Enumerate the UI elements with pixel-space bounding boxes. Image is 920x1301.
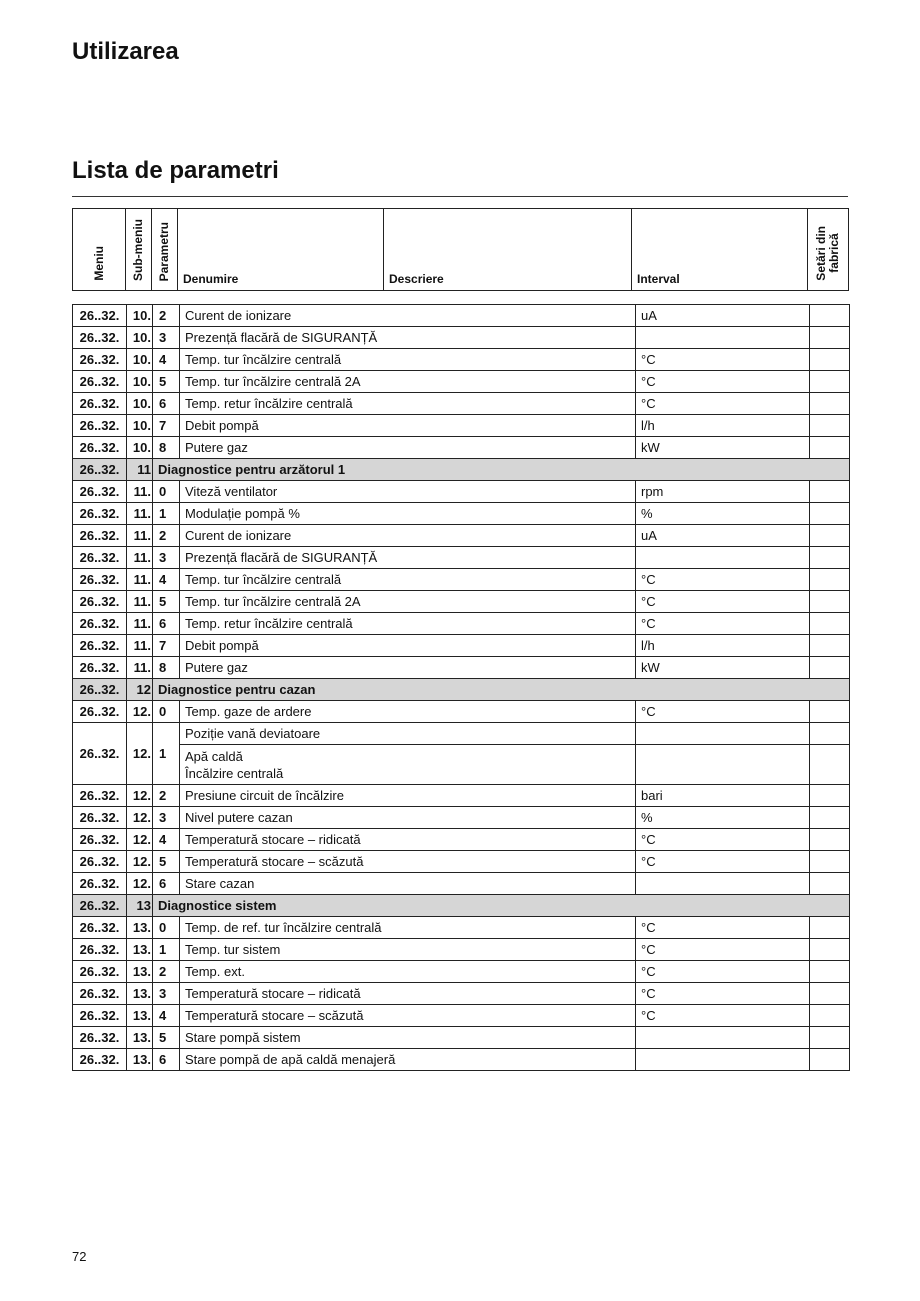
table-row (73, 371, 850, 393)
submenu-cell: 10. (127, 305, 153, 327)
column-header-meniu: Meniu (73, 209, 126, 291)
menu-cell: 26..32. (73, 723, 127, 785)
submenu-cell: 10. (127, 371, 153, 393)
name-cell: Temp. retur încălzire centrală (180, 613, 636, 635)
section-title-cell: Diagnostice sistem (153, 895, 850, 917)
submenu-cell: 11. (127, 503, 153, 525)
interval-cell: l/h (636, 635, 810, 657)
interval-cell: bari (636, 785, 810, 807)
factory-setting-cell (810, 613, 850, 635)
submenu-cell: 12. (127, 829, 153, 851)
interval-cell (636, 327, 810, 349)
table-row (73, 1005, 850, 1027)
parameter-cell: 6 (153, 1049, 180, 1071)
interval-cell (636, 547, 810, 569)
name-cell: Temp. tur încălzire centrală (180, 569, 636, 591)
table-row (73, 635, 850, 657)
name-cell: Nivel putere cazan (180, 807, 636, 829)
interval-cell: kW (636, 657, 810, 679)
submenu-cell: 12. (127, 785, 153, 807)
submenu-cell: 10. (127, 327, 153, 349)
name-cell: Curent de ionizare (180, 305, 636, 327)
menu-cell: 26..32. (73, 547, 127, 569)
name-cell: Temp. tur încălzire centrală 2A (180, 371, 636, 393)
interval-cell: rpm (636, 481, 810, 503)
factory-setting-cell (810, 503, 850, 525)
name-cell: Viteză ventilator (180, 481, 636, 503)
menu-cell: 26..32. (73, 459, 127, 481)
menu-cell: 26..32. (73, 349, 127, 371)
interval-cell: °C (636, 829, 810, 851)
factory-setting-cell (810, 635, 850, 657)
factory-setting-cell (810, 415, 850, 437)
parameter-cell: 8 (153, 657, 180, 679)
menu-cell: 26..32. (73, 591, 127, 613)
submenu-cell: 10. (127, 349, 153, 371)
factory-setting-cell (810, 807, 850, 829)
column-header-denumire: Denumire (178, 209, 384, 291)
parameter-cell: 2 (153, 785, 180, 807)
submenu-cell: 11. (127, 569, 153, 591)
section-divider (72, 196, 848, 197)
parameter-table (72, 304, 850, 1071)
factory-setting-cell (810, 371, 850, 393)
menu-cell: 26..32. (73, 503, 127, 525)
parameter-cell: 7 (153, 415, 180, 437)
interval-cell (636, 723, 810, 745)
menu-cell: 26..32. (73, 701, 127, 723)
name-cell: Debit pompă (180, 415, 636, 437)
option-item: Încălzire centrală (185, 766, 284, 781)
parameter-cell: 4 (153, 1005, 180, 1027)
parameter-cell: 1 (153, 503, 180, 525)
table-row (73, 939, 850, 961)
column-header-submeniu: Sub-meniu (126, 209, 152, 291)
factory-setting-cell (810, 829, 850, 851)
section-title-cell: Diagnostice pentru cazan (153, 679, 850, 701)
interval-cell: °C (636, 371, 810, 393)
submenu-cell: 13. (127, 961, 153, 983)
interval-cell (636, 745, 810, 785)
factory-setting-cell (810, 723, 850, 745)
table-row (73, 917, 850, 939)
submenu-cell: 12. (127, 723, 153, 785)
parameter-cell: 6 (153, 873, 180, 895)
name-cell: Stare pompă sistem (180, 1027, 636, 1049)
factory-setting-cell (810, 701, 850, 723)
menu-cell: 26..32. (73, 305, 127, 327)
submenu-cell: 10. (127, 393, 153, 415)
menu-cell: 26..32. (73, 961, 127, 983)
interval-cell: °C (636, 983, 810, 1005)
name-cell: Temp. gaze de ardere (180, 701, 636, 723)
name-cell: Temp. de ref. tur încălzire centrală (180, 917, 636, 939)
table-row (73, 547, 850, 569)
menu-cell: 26..32. (73, 939, 127, 961)
name-cell: Poziție vană deviatoare (180, 723, 636, 745)
table-row (73, 415, 850, 437)
parameter-cell: 1 (153, 723, 180, 785)
submenu-cell: 13 (127, 895, 153, 917)
menu-cell: 26..32. (73, 917, 127, 939)
parameter-cell: 3 (153, 327, 180, 349)
factory-setting-cell (810, 525, 850, 547)
name-cell: Temperatură stocare – ridicată (180, 829, 636, 851)
option-row (73, 745, 850, 785)
submenu-cell: 13. (127, 917, 153, 939)
menu-cell: 26..32. (73, 525, 127, 547)
interval-cell: °C (636, 939, 810, 961)
parameter-cell: 2 (153, 961, 180, 983)
factory-setting-cell (810, 939, 850, 961)
menu-cell: 26..32. (73, 1049, 127, 1071)
name-cell: Temp. tur sistem (180, 939, 636, 961)
name-cell: Prezență flacără de SIGURANȚĂ (180, 547, 636, 569)
submenu-cell: 13. (127, 983, 153, 1005)
table-row (73, 785, 850, 807)
parameter-cell: 6 (153, 393, 180, 415)
page-header-title: Utilizarea (72, 38, 179, 65)
submenu-cell: 10. (127, 415, 153, 437)
table-row (73, 349, 850, 371)
parameter-cell: 4 (153, 829, 180, 851)
menu-cell: 26..32. (73, 481, 127, 503)
interval-cell: l/h (636, 415, 810, 437)
factory-setting-cell (810, 917, 850, 939)
table-row (73, 873, 850, 895)
section-row (73, 679, 850, 701)
table-row (73, 393, 850, 415)
parameter-cell: 0 (153, 481, 180, 503)
parameter-cell: 6 (153, 613, 180, 635)
submenu-cell: 13. (127, 1027, 153, 1049)
parameter-cell: 4 (153, 569, 180, 591)
submenu-cell: 11. (127, 591, 153, 613)
factory-setting-cell (810, 745, 850, 785)
interval-cell: °C (636, 851, 810, 873)
parameter-cell: 7 (153, 635, 180, 657)
table-row (73, 613, 850, 635)
parameter-cell: 0 (153, 701, 180, 723)
parameter-cell: 0 (153, 917, 180, 939)
interval-cell: °C (636, 701, 810, 723)
interval-cell (636, 873, 810, 895)
submenu-cell: 12. (127, 873, 153, 895)
name-cell: Temperatură stocare – scăzută (180, 1005, 636, 1027)
parameter-cell: 8 (153, 437, 180, 459)
interval-cell (636, 1049, 810, 1071)
menu-cell: 26..32. (73, 327, 127, 349)
factory-setting-cell (810, 481, 850, 503)
menu-cell: 26..32. (73, 635, 127, 657)
page-number: 72 (72, 1249, 87, 1264)
factory-setting-cell (810, 327, 850, 349)
menu-cell: 26..32. (73, 983, 127, 1005)
interval-cell: °C (636, 349, 810, 371)
submenu-cell: 12. (127, 851, 153, 873)
section-title-cell: Diagnostice pentru arzătorul 1 (153, 459, 850, 481)
factory-setting-cell (810, 305, 850, 327)
interval-cell: °C (636, 1005, 810, 1027)
table-row (73, 829, 850, 851)
factory-setting-cell (810, 1049, 850, 1071)
submenu-cell: 10. (127, 437, 153, 459)
table-row (73, 701, 850, 723)
name-cell: Stare pompă de apă caldă menajeră (180, 1049, 636, 1071)
name-cell: Debit pompă (180, 635, 636, 657)
submenu-cell: 11. (127, 613, 153, 635)
menu-cell: 26..32. (73, 785, 127, 807)
factory-setting-cell (810, 851, 850, 873)
column-header-descriere: Descriere (384, 209, 632, 291)
name-cell: Temp. retur încălzire centrală (180, 393, 636, 415)
table-row (73, 569, 850, 591)
table-row (73, 1049, 850, 1071)
table-row (73, 481, 850, 503)
submenu-cell: 12 (127, 679, 153, 701)
name-cell: Temp. ext. (180, 961, 636, 983)
parameter-cell: 5 (153, 1027, 180, 1049)
interval-cell: kW (636, 437, 810, 459)
factory-setting-cell (810, 591, 850, 613)
name-cell: Temperatură stocare – ridicată (180, 983, 636, 1005)
menu-cell: 26..32. (73, 437, 127, 459)
submenu-cell: 11. (127, 547, 153, 569)
menu-cell: 26..32. (73, 895, 127, 917)
menu-cell: 26..32. (73, 1027, 127, 1049)
table-row (73, 437, 850, 459)
name-cell: Temperatură stocare – scăzută (180, 851, 636, 873)
name-cell: Curent de ionizare (180, 525, 636, 547)
interval-cell: uA (636, 305, 810, 327)
table-row (73, 723, 850, 745)
menu-cell: 26..32. (73, 657, 127, 679)
parameter-cell: 1 (153, 939, 180, 961)
factory-setting-cell (810, 983, 850, 1005)
table-row (73, 851, 850, 873)
table-row (73, 503, 850, 525)
parameter-cell: 2 (153, 305, 180, 327)
name-cell: Prezență flacără de SIGURANȚĂ (180, 327, 636, 349)
column-header-setari-fabrica: Setări din fabrică (808, 209, 849, 291)
factory-setting-cell (810, 349, 850, 371)
interval-cell: °C (636, 393, 810, 415)
menu-cell: 26..32. (73, 613, 127, 635)
option-item: Apă caldă (185, 749, 243, 764)
name-cell: Temp. tur încălzire centrală (180, 349, 636, 371)
factory-setting-cell (810, 1005, 850, 1027)
menu-cell: 26..32. (73, 679, 127, 701)
factory-setting-cell (810, 657, 850, 679)
menu-cell: 26..32. (73, 851, 127, 873)
menu-cell: 26..32. (73, 873, 127, 895)
section-row (73, 459, 850, 481)
submenu-cell: 11. (127, 657, 153, 679)
interval-cell: % (636, 807, 810, 829)
submenu-cell: 11. (127, 635, 153, 657)
interval-cell: °C (636, 917, 810, 939)
table-row (73, 807, 850, 829)
factory-setting-cell (810, 873, 850, 895)
factory-setting-cell (810, 569, 850, 591)
parameter-table-header (72, 208, 849, 291)
factory-setting-cell (810, 1027, 850, 1049)
factory-setting-cell (810, 437, 850, 459)
factory-setting-cell (810, 785, 850, 807)
table-row (73, 983, 850, 1005)
column-header-interval: Interval (632, 209, 808, 291)
menu-cell: 26..32. (73, 829, 127, 851)
section-row (73, 895, 850, 917)
submenu-cell: 11. (127, 481, 153, 503)
submenu-cell: 13. (127, 1005, 153, 1027)
menu-cell: 26..32. (73, 371, 127, 393)
table-row (73, 591, 850, 613)
factory-setting-cell (810, 393, 850, 415)
menu-cell: 26..32. (73, 1005, 127, 1027)
parameter-cell: 3 (153, 547, 180, 569)
options-cell (180, 745, 636, 785)
table-row (73, 327, 850, 349)
table-row (73, 961, 850, 983)
submenu-cell: 11. (127, 525, 153, 547)
interval-cell: % (636, 503, 810, 525)
menu-cell: 26..32. (73, 807, 127, 829)
factory-setting-cell (810, 961, 850, 983)
name-cell: Presiune circuit de încălzire (180, 785, 636, 807)
name-cell: Temp. tur încălzire centrală 2A (180, 591, 636, 613)
menu-cell: 26..32. (73, 415, 127, 437)
table-row (73, 1027, 850, 1049)
name-cell: Modulație pompă % (180, 503, 636, 525)
table-row (73, 305, 850, 327)
interval-cell: °C (636, 591, 810, 613)
interval-cell: °C (636, 613, 810, 635)
name-cell: Putere gaz (180, 437, 636, 459)
menu-cell: 26..32. (73, 393, 127, 415)
name-cell: Putere gaz (180, 657, 636, 679)
interval-cell: uA (636, 525, 810, 547)
parameter-cell: 3 (153, 983, 180, 1005)
column-header-parametru: Parametru (152, 209, 178, 291)
interval-cell (636, 1027, 810, 1049)
submenu-cell: 11 (127, 459, 153, 481)
parameter-cell: 5 (153, 591, 180, 613)
factory-setting-cell (810, 547, 850, 569)
section-title: Lista de parametri (72, 157, 279, 184)
submenu-cell: 13. (127, 1049, 153, 1071)
menu-cell: 26..32. (73, 569, 127, 591)
parameter-cell: 3 (153, 807, 180, 829)
parameter-cell: 4 (153, 349, 180, 371)
interval-cell: °C (636, 961, 810, 983)
parameter-cell: 5 (153, 851, 180, 873)
name-cell: Stare cazan (180, 873, 636, 895)
parameter-cell: 2 (153, 525, 180, 547)
table-row (73, 525, 850, 547)
interval-cell: °C (636, 569, 810, 591)
submenu-cell: 12. (127, 807, 153, 829)
submenu-cell: 12. (127, 701, 153, 723)
parameter-cell: 5 (153, 371, 180, 393)
table-row (73, 657, 850, 679)
submenu-cell: 13. (127, 939, 153, 961)
